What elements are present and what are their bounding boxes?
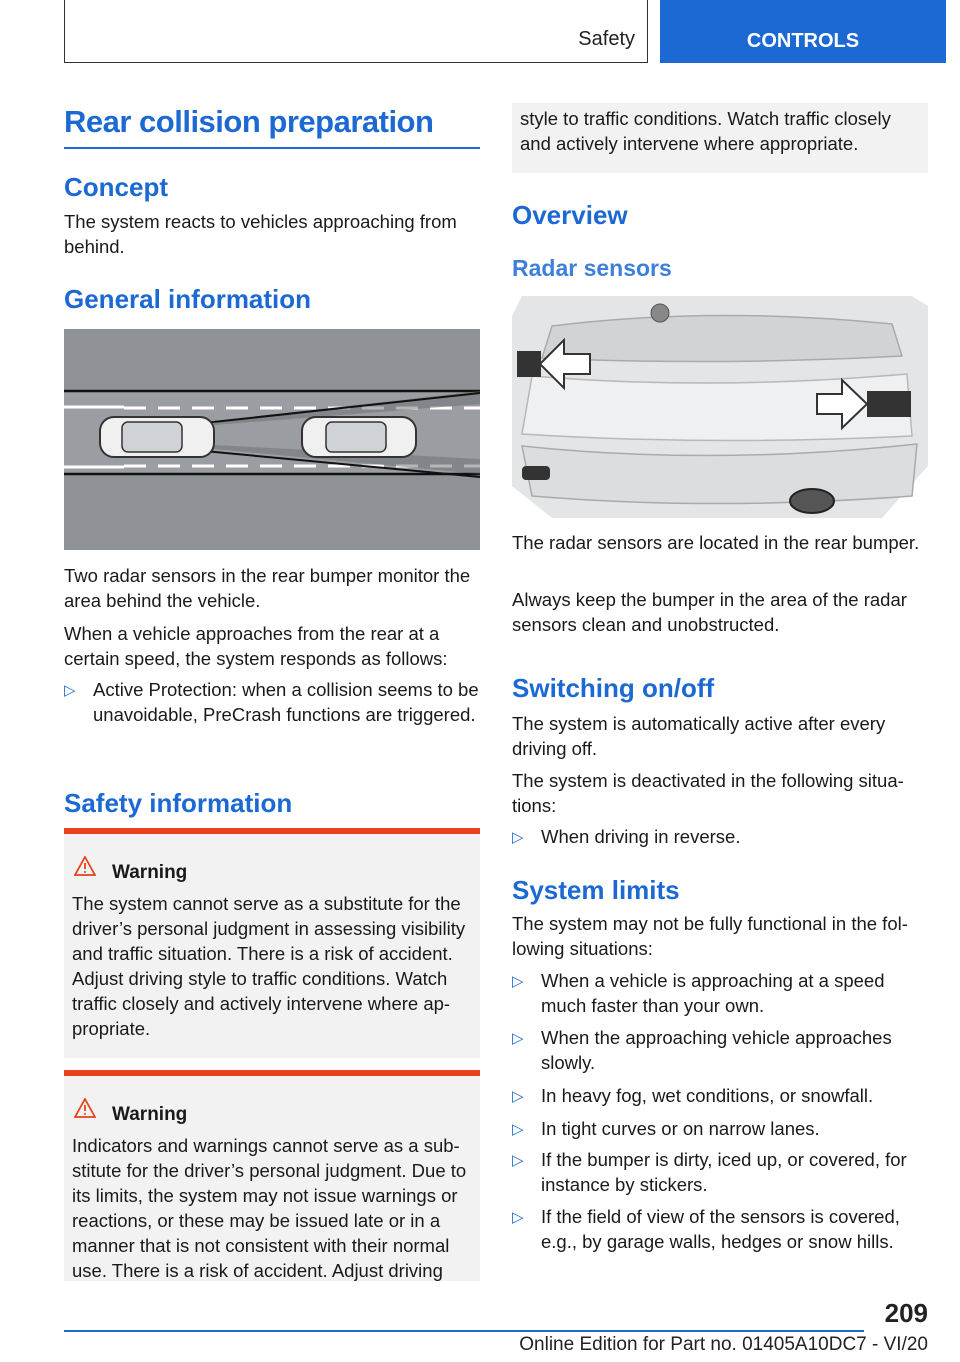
radar-sensors-illustration <box>512 296 928 518</box>
list-item-text: If the bumper is dirty, iced up, or covered, for instance by stickers. <box>541 1149 907 1195</box>
list-item-text: When a vehicle is approaching at a speed much faster than your own. <box>541 970 885 1016</box>
warning-triangle-icon <box>74 856 96 876</box>
list-item-text: Active Protection: when a collision seems to be unavoidable, PreCrash functions are triggered. <box>93 679 479 725</box>
continued-warning-text: style to traffic conditions. Watch traffic closely and actively intervene where appropriate. <box>520 108 891 154</box>
warning-box-1 <box>64 828 480 1058</box>
continued-warning-box <box>512 103 928 173</box>
radar-para-2: Always keep the bumper in the area of the radar sensors clean and unobstructed. <box>512 589 907 635</box>
header-box <box>64 0 648 63</box>
list-item-text: If the field of view of the sensors is covered, e.g., by garage walls, hedges or snow hills. <box>541 1206 900 1252</box>
warning-1-text: The system cannot serve as a substitute for the driver’s personal judgment in assessing visibility and traffic situation. There is a risk of accident. Adjust driving style to traffic conditions. Watch traffic closely and actively intervene where appropriate. <box>72 893 466 1039</box>
header-tab-controls: CONTROLS <box>660 0 946 63</box>
list-item <box>512 1083 928 1108</box>
warning-1-label: Warning <box>112 862 188 883</box>
switching-para-2: The system is deactivated in the following situations: <box>512 770 904 816</box>
switching-heading: Switching on/off <box>512 673 715 703</box>
list-item-text: When the approaching vehicle approaches slowly. <box>541 1027 892 1073</box>
warning-2-label: Warning <box>112 1104 188 1125</box>
concept-heading: Concept <box>64 172 168 202</box>
right-radar-sensor-marker <box>867 391 911 417</box>
list-item <box>512 1116 928 1141</box>
triangle-bullet-icon: ▷ <box>512 1209 524 1226</box>
list-item-text: In tight curves or on narrow lanes. <box>541 1118 820 1139</box>
triangle-bullet-icon: ▷ <box>512 829 524 846</box>
road-illustration <box>64 329 480 550</box>
left-radar-sensor-marker <box>517 351 541 377</box>
radar-para-1: The radar sensors are located in the rear bumper. <box>512 532 920 553</box>
list-item-text: When driving in reverse. <box>541 826 741 847</box>
page-number: 209 <box>884 1298 928 1328</box>
triangle-bullet-icon: ▷ <box>512 1030 524 1047</box>
overview-heading: Overview <box>512 200 628 230</box>
radar-sensors-heading: Radar sensors <box>512 255 672 281</box>
footer-rule <box>64 1330 864 1332</box>
list-item-text: In heavy fog, wet conditions, or snowfall. <box>541 1085 874 1106</box>
header-section-label: Safety <box>578 28 635 50</box>
system-limits-para: The system may not be fully functional in the following situations: <box>512 913 908 959</box>
list-item <box>512 824 928 849</box>
triangle-bullet-icon: ▷ <box>512 1152 524 1169</box>
list-item <box>512 1204 928 1254</box>
system-limits-heading: System limits <box>512 875 680 905</box>
general-info-heading: General information <box>64 284 312 314</box>
general-para-2: When a vehicle approaches from the rear at a certain speed, the system responds as follows: <box>64 623 448 669</box>
triangle-bullet-icon: ▷ <box>512 1121 524 1138</box>
edition-note: Online Edition for Part no. 01405A10DC7 - VI/20 <box>519 1334 928 1355</box>
triangle-bullet-icon: ▷ <box>512 1088 524 1105</box>
general-para-1: Two radar sensors in the rear bumper monitor the area behind the vehicle. <box>64 565 471 611</box>
title-rule <box>64 147 480 149</box>
safety-info-heading: Safety information <box>64 788 293 818</box>
warning-triangle-icon <box>74 1098 96 1118</box>
triangle-bullet-icon: ▷ <box>512 973 524 990</box>
triangle-bullet-icon: ▷ <box>64 682 76 699</box>
concept-text: The system reacts to vehicles approaching from behind. <box>64 211 457 257</box>
car-rear-illustration <box>100 417 214 457</box>
list-item <box>512 1147 928 1197</box>
list-item <box>64 677 480 752</box>
list-item <box>512 1025 928 1075</box>
list-item <box>512 968 928 1018</box>
switching-para-1: The system is automatically active after every driving off. <box>512 713 886 759</box>
page-title: Rear collision preparation <box>64 104 434 139</box>
warning-box-2 <box>64 1070 480 1281</box>
car-front-illustration <box>302 417 416 457</box>
warning-2-text: Indicators and warnings cannot serve as a substitute for the driver’s personal judgment. Due to its limits, the system may not issue warnings or reactions, or these may be issued late or in a manner that is not consistent with their normal use. There is a risk of accident. Adjust driving <box>72 1135 467 1281</box>
